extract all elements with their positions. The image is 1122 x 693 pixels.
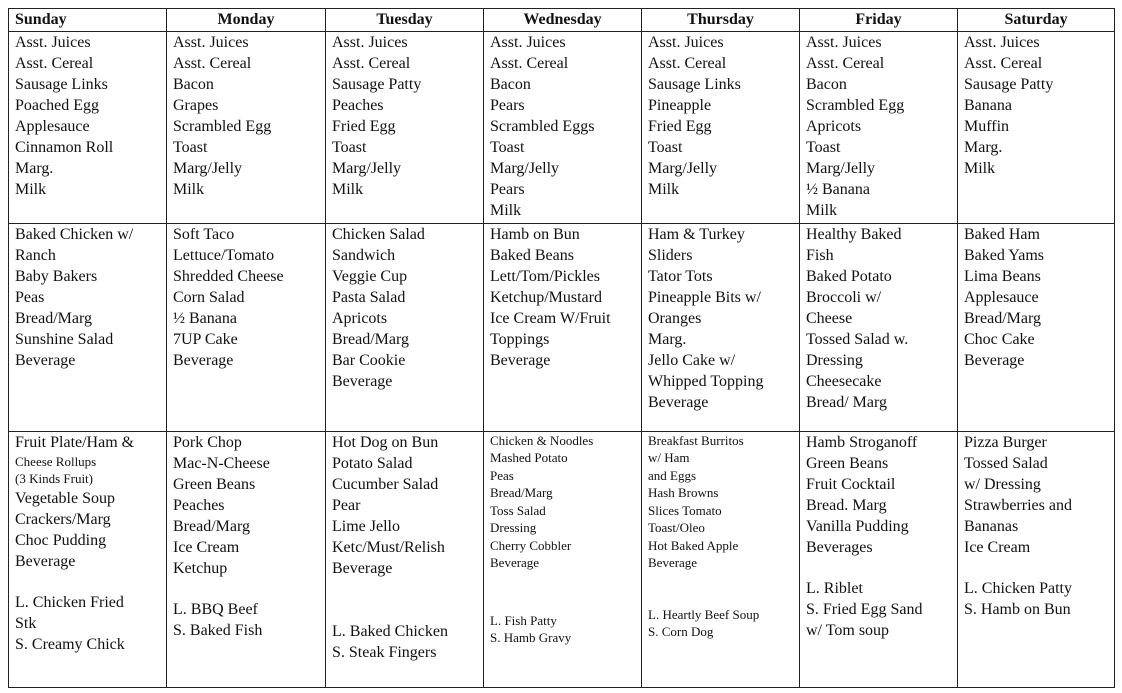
menu-item: L. Baked Chicken — [332, 622, 448, 640]
dinner-cell — [958, 431, 1115, 687]
menu-item: Apricots — [332, 309, 388, 327]
menu-item: Marg. — [648, 330, 687, 348]
menu-item: Toast — [490, 139, 525, 156]
menu-item: Peaches — [173, 496, 225, 514]
menu-item: Milk — [173, 181, 205, 198]
menu-item: Bread/ Marg — [806, 393, 888, 411]
menu-item: w/ Dressing — [964, 475, 1041, 493]
menu-item: Milk — [648, 181, 680, 198]
menu-item: Oranges — [648, 309, 702, 327]
menu-item: Bread/Marg — [332, 330, 410, 348]
menu-item: (3 Kinds Fruit) — [15, 471, 93, 487]
menu-item: Milk — [332, 181, 364, 198]
menu-item: Vegetable Soup — [15, 489, 115, 507]
menu-item: Beverage — [15, 552, 76, 570]
menu-item: Scrambled Egg — [806, 97, 905, 114]
menu-item: Pears — [490, 97, 525, 114]
menu-item: ½ Banana — [173, 309, 237, 327]
dinner-cell — [167, 431, 326, 687]
menu-item: Poached Egg — [15, 97, 99, 114]
lunch-cell — [167, 223, 326, 431]
menu-item: Pears — [490, 181, 525, 198]
day-header-thursday: Thursday — [642, 9, 800, 32]
menu-item: Pork Chop — [173, 433, 242, 451]
menu-item: S. Steak Fingers — [332, 643, 437, 661]
menu-item: Applesauce — [964, 288, 1039, 306]
menu-item: Bananas — [964, 517, 1019, 535]
day-header-sunday: Sunday — [9, 9, 167, 32]
menu-item: Applesauce — [15, 118, 90, 135]
menu-item: Hot Baked Apple — [648, 537, 739, 553]
menu-item: Toast — [648, 139, 683, 156]
lunch-cell — [958, 223, 1115, 431]
menu-item: Beverages — [806, 538, 873, 556]
menu-item: Fruit Cocktail — [806, 475, 896, 493]
breakfast-cell — [642, 32, 800, 224]
menu-item: Toast — [332, 139, 367, 156]
menu-item: Asst. Juices — [806, 34, 882, 51]
menu-item: Baked Chicken w/ — [15, 225, 134, 243]
menu-item: S. Hamb on Bun — [964, 600, 1071, 618]
menu-item: w/ Tom soup — [806, 621, 890, 639]
dinner-cell — [326, 431, 484, 687]
menu-item: Marg. — [15, 160, 54, 177]
menu-item: Pear — [332, 496, 361, 514]
menu-item: Beverage — [490, 555, 540, 571]
day-header-wednesday: Wednesday — [484, 9, 642, 32]
menu-item: Marg/Jelly — [173, 160, 243, 177]
menu-item: Fish — [806, 246, 834, 264]
menu-item: Toast — [806, 139, 841, 156]
menu-item: Asst. Cereal — [964, 55, 1043, 72]
menu-item: Hot Dog on Bun — [332, 433, 439, 451]
menu-item: Green Beans — [806, 454, 889, 472]
breakfast-cell — [800, 32, 958, 224]
menu-item: Pineapple Bits w/ — [648, 288, 761, 306]
menu-item: S. Fried Egg Sand — [806, 600, 923, 618]
menu-item: Breakfast Burritos — [648, 432, 744, 448]
menu-item: Vanilla Pudding — [806, 517, 909, 535]
menu-item: Ham & Turkey — [648, 225, 745, 243]
menu-item: Sandwich — [332, 246, 396, 264]
menu-item: Green Beans — [173, 475, 256, 493]
menu-item: Sliders — [648, 246, 693, 264]
menu-item: Dressing — [806, 351, 863, 369]
menu-item: L. Chicken Fried — [15, 593, 124, 611]
dinner-cell — [9, 431, 167, 687]
menu-item: Toast — [173, 139, 208, 156]
menu-item: Pasta Salad — [332, 288, 406, 306]
lunch-cell — [9, 223, 167, 431]
menu-item: Marg/Jelly — [648, 160, 718, 177]
menu-item: Tossed Salad — [964, 454, 1048, 472]
menu-item: Fruit Plate/Ham & — [15, 433, 135, 451]
dinner-cell — [642, 431, 800, 687]
menu-item: Beverage — [332, 372, 393, 390]
menu-item: Ice Cream — [964, 538, 1031, 556]
lunch-cell — [484, 223, 642, 431]
menu-item: Milk — [15, 181, 47, 198]
menu-item: L. BBQ Beef — [173, 600, 258, 618]
menu-item: Ice Cream — [173, 538, 240, 556]
menu-item: Pizza Burger — [964, 433, 1047, 451]
menu-item: Hamb on Bun — [490, 225, 580, 243]
menu-item: Veggie Cup — [332, 267, 408, 285]
menu-item: Dressing — [490, 520, 537, 536]
menu-item: Beverage — [490, 351, 551, 369]
menu-item: Asst. Juices — [15, 34, 91, 51]
menu-item: Milk — [806, 202, 838, 219]
menu-item: L. Riblet — [806, 579, 863, 597]
menu-item: Banana — [964, 97, 1012, 114]
dinner-row — [9, 431, 1115, 687]
menu-item: Baked Beans — [490, 246, 574, 264]
menu-item: Beverage — [332, 559, 393, 577]
menu-item: Asst. Juices — [490, 34, 566, 51]
menu-item: Stk — [15, 614, 37, 632]
menu-item: Asst. Cereal — [332, 55, 411, 72]
menu-item: Sausage Links — [648, 76, 741, 93]
menu-item: Sausage Links — [15, 76, 108, 93]
day-header-monday: Monday — [167, 9, 326, 32]
menu-item: Asst. Cereal — [490, 55, 569, 72]
menu-item: Milk — [490, 202, 522, 219]
menu-item: Choc Pudding — [15, 531, 107, 549]
menu-item: Lettuce/Tomato — [173, 246, 275, 264]
menu-item: Whipped Topping — [648, 372, 764, 390]
menu-item: Baked Ham — [964, 225, 1040, 243]
menu-item: Marg/Jelly — [806, 160, 876, 177]
menu-item: Slices Tomato — [648, 502, 722, 518]
menu-item: Beverage — [648, 393, 709, 411]
menu-item: Hamb Stroganoff — [806, 433, 918, 451]
menu-item: w/ Ham — [648, 450, 690, 466]
menu-item: Toss Salad — [490, 502, 546, 518]
menu-item: Ice Cream W/Fruit — [490, 309, 611, 327]
menu-item: Ketc/Must/Relish — [332, 538, 445, 556]
menu-item: Asst. Juices — [173, 34, 249, 51]
menu-item: Marg/Jelly — [490, 160, 560, 177]
menu-item: Fried Egg — [648, 118, 712, 135]
menu-item: Fried Egg — [332, 118, 396, 135]
menu-item: Ranch — [15, 246, 56, 264]
menu-item: and Eggs — [648, 467, 697, 483]
menu-item: Asst. Cereal — [173, 55, 252, 72]
dinner-cell — [800, 431, 958, 687]
menu-item: S. Corn Dog — [648, 624, 714, 640]
menu-item: Jello Cake w/ — [648, 351, 736, 369]
menu-item: Scrambled Egg — [173, 118, 272, 135]
menu-item: Cherry Cobbler — [490, 537, 572, 553]
menu-item: S. Hamb Gravy — [490, 630, 572, 646]
lunch-row — [9, 223, 1115, 431]
menu-item: Bacon — [806, 76, 847, 93]
menu-item: L. Chicken Patty — [964, 579, 1072, 597]
menu-item: Pineapple — [648, 97, 712, 114]
menu-item: Baby Bakers — [15, 267, 98, 285]
menu-item: Lett/Tom/Pickles — [490, 267, 600, 285]
lunch-cell — [326, 223, 484, 431]
menu-item: Cheesecake — [806, 372, 882, 390]
menu-item: Potato Salad — [332, 454, 413, 472]
menu-item: Apricots — [806, 118, 862, 135]
menu-item: Asst. Juices — [648, 34, 724, 51]
menu-item: Bacon — [173, 76, 214, 93]
menu-item: Cinnamon Roll — [15, 139, 114, 156]
menu-item: Healthy Baked — [806, 225, 902, 243]
day-header-tuesday: Tuesday — [326, 9, 484, 32]
menu-item: Chicken & Noodles — [490, 432, 594, 448]
menu-item: Lima Beans — [964, 267, 1041, 285]
menu-item: Milk — [964, 160, 996, 177]
menu-item: L. Heartly Beef Soup — [648, 606, 760, 622]
menu-item: Grapes — [173, 97, 219, 114]
menu-item: Bread/Marg — [15, 309, 93, 327]
menu-item: Asst. Cereal — [15, 55, 94, 72]
menu-item: Tossed Salad w. — [806, 330, 909, 348]
menu-item: Bread/Marg — [964, 309, 1042, 327]
day-header-friday: Friday — [800, 9, 958, 32]
menu-item: 7UP Cake — [173, 330, 238, 348]
lunch-cell — [800, 223, 958, 431]
menu-item: Beverage — [964, 351, 1025, 369]
menu-item: Soft Taco — [173, 225, 235, 243]
menu-item: Sausage Patty — [332, 76, 422, 93]
menu-item: Scrambled Eggs — [490, 118, 595, 135]
menu-item: S. Baked Fish — [173, 621, 263, 639]
menu-item: Baked Yams — [964, 246, 1045, 264]
menu-item: Ketchup — [173, 559, 228, 577]
menu-item: Peas — [490, 467, 514, 483]
menu-item: Bread/Marg — [173, 517, 251, 535]
menu-item: Beverage — [173, 351, 234, 369]
menu-item: Mashed Potato — [490, 450, 568, 466]
menu-item: Asst. Cereal — [648, 55, 727, 72]
menu-item: Ketchup/Mustard — [490, 288, 602, 306]
menu-item: Peaches — [332, 97, 384, 114]
menu-item: L. Fish Patty — [490, 612, 557, 628]
breakfast-cell — [484, 32, 642, 224]
menu-item: Broccoli w/ — [806, 288, 882, 306]
menu-item: Beverage — [15, 351, 76, 369]
menu-item: Crackers/Marg — [15, 510, 111, 528]
menu-item: ½ Banana — [806, 181, 870, 198]
menu-item: Cucumber Salad — [332, 475, 439, 493]
menu-item: Bacon — [490, 76, 531, 93]
menu-item: Tator Tots — [648, 267, 713, 285]
weekly-menu-table — [8, 8, 1115, 688]
menu-item: Peas — [15, 288, 45, 306]
day-header-saturday: Saturday — [958, 9, 1115, 32]
lunch-cell — [642, 223, 800, 431]
breakfast-cell — [326, 32, 484, 224]
menu-item: Muffin — [964, 118, 1010, 135]
menu-item: Lime Jello — [332, 517, 400, 535]
menu-item: Sunshine Salad — [15, 330, 114, 348]
menu-item: Toast/Oleo — [648, 520, 705, 536]
menu-item: Asst. Juices — [964, 34, 1040, 51]
menu-item: Toppings — [490, 330, 550, 348]
menu-item: Shredded Cheese — [173, 267, 284, 285]
menu-item: Cheese Rollups — [15, 453, 97, 469]
menu-item: Cheese — [806, 309, 853, 327]
menu-item: Marg. — [964, 139, 1003, 156]
menu-item: Choc Cake — [964, 330, 1035, 348]
breakfast-cell — [958, 32, 1115, 224]
breakfast-cell — [9, 32, 167, 224]
menu-item: Strawberries and — [964, 496, 1072, 514]
menu-item: Sausage Patty — [964, 76, 1054, 93]
menu-item: Bread/Marg — [490, 485, 553, 501]
menu-item: Baked Potato — [806, 267, 892, 285]
breakfast-row — [9, 32, 1115, 224]
menu-item: Hash Browns — [648, 485, 719, 501]
menu-item: Beverage — [648, 555, 698, 571]
day-header-row — [9, 9, 1115, 32]
dinner-cell — [484, 431, 642, 687]
menu-item: Mac-N-Cheese — [173, 454, 270, 472]
menu-item: Bar Cookie — [332, 351, 406, 369]
menu-item: Bread. Marg — [806, 496, 887, 514]
menu-item: Asst. Cereal — [806, 55, 885, 72]
breakfast-cell — [167, 32, 326, 224]
menu-item: Corn Salad — [173, 288, 245, 306]
menu-item: Chicken Salad — [332, 225, 425, 243]
menu-item: Marg/Jelly — [332, 160, 402, 177]
menu-item: Asst. Juices — [332, 34, 408, 51]
menu-item: S. Creamy Chick — [15, 635, 125, 653]
